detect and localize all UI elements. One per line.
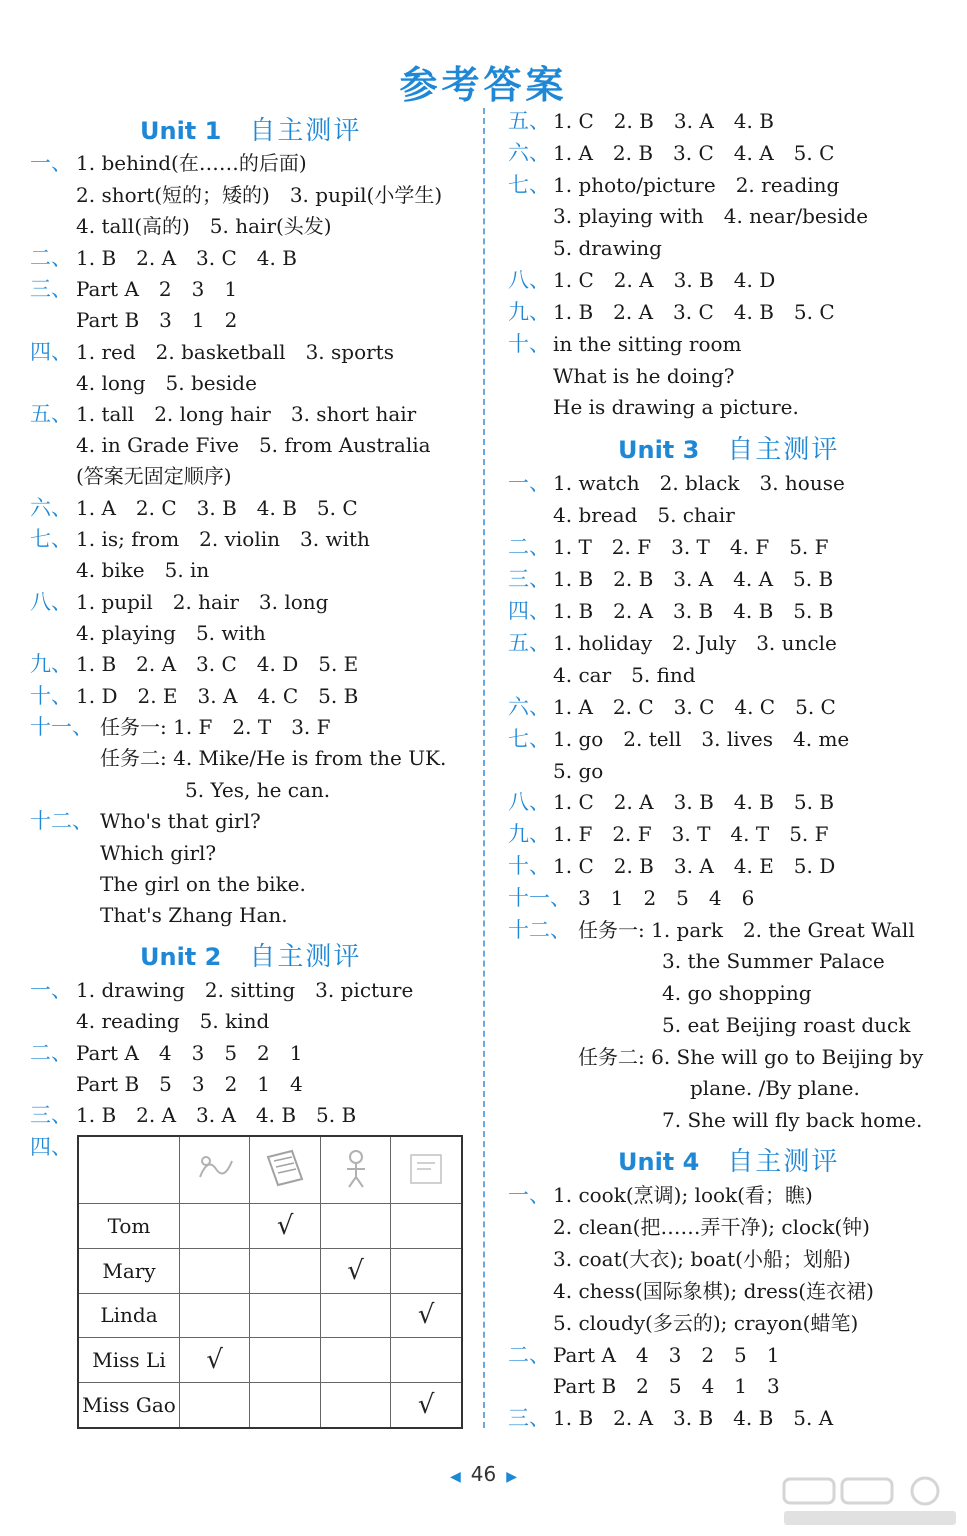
answer-line: 1. photo/picture 2. reading (553, 173, 840, 197)
figure-icon (333, 1147, 379, 1189)
table-row (78, 1338, 462, 1383)
answer-line: 4. car 5. find (553, 663, 696, 687)
table-corner-cell (78, 1136, 180, 1204)
answer-line: 7. She will fly back home. (662, 1108, 923, 1132)
answer-line: in the sitting room (553, 332, 742, 356)
question-number: 七、 (30, 527, 72, 551)
question-number: 十、 (508, 332, 550, 356)
answer-line: 3. coat(大衣); boat(小船；划船) (553, 1247, 851, 1271)
answer-line: 1. B 2. A 3. C 4. B (76, 246, 297, 270)
question-number: 三、 (508, 567, 550, 591)
answer-line: 1. B 2. A 3. A 4. B 5. B (76, 1103, 357, 1127)
question-number: 九、 (508, 300, 550, 324)
table-row (78, 1248, 462, 1293)
question-number: 五、 (508, 109, 550, 133)
unit-title: Unit 2 (140, 943, 222, 971)
table-check-cell (391, 1383, 462, 1429)
question-number: 一、 (508, 1183, 550, 1207)
book-icon (262, 1147, 308, 1189)
question-number: 七、 (508, 173, 550, 197)
answer-line: That's Zhang Han. (100, 903, 288, 927)
question-number: 三、 (30, 1103, 72, 1127)
question-number: 十二、 (30, 809, 93, 833)
answer-line: 1. T 2. F 3. T 4. F 5. F (553, 535, 829, 559)
answer-line: The girl on the bike. (100, 872, 306, 896)
answer-line: 1. C 2. A 3. B 4. D (553, 268, 776, 292)
question-number: 八、 (30, 590, 72, 614)
answer-line: Part B 2 5 4 1 3 (553, 1374, 780, 1398)
answer-line: 任务一: 1. F 2. T 3. F (100, 715, 331, 739)
table-header-cell (180, 1136, 250, 1204)
table-check-cell (180, 1383, 250, 1429)
question-number: 二、 (508, 535, 550, 559)
table-check-cell (180, 1248, 250, 1293)
check-mark-icon: √ (417, 1300, 435, 1331)
answer-line: 1. F 2. F 3. T 4. T 5. F (553, 822, 829, 846)
answer-line: 1. tall 2. long hair 3. short hair (76, 402, 417, 426)
question-number: 五、 (30, 402, 72, 426)
answer-line: 5. go (553, 759, 604, 783)
question-number: 九、 (508, 822, 550, 846)
unit-subtitle: 自主测评 (727, 1147, 840, 1177)
answer-line: 1. B 2. B 3. A 4. A 5. B (553, 567, 834, 591)
unit-heading (140, 942, 361, 972)
question-number: 八、 (508, 268, 550, 292)
answer-line: 4. bread 5. chair (553, 503, 735, 527)
table-row (78, 1383, 462, 1429)
answer-line: 1. is; from 2. violin 3. with (76, 527, 370, 551)
answer-line: 1. B 2. A 3. C 4. B 5. C (553, 300, 835, 324)
question-number: 八、 (508, 790, 550, 814)
unit-subtitle: 自主测评 (249, 942, 362, 972)
question-number: 十一、 (30, 715, 93, 739)
check-mark-icon: √ (276, 1210, 294, 1241)
answer-line: 3. playing with 4. near/beside (553, 204, 869, 228)
answer-line: 1. D 2. E 3. A 4. C 5. B (76, 684, 359, 708)
table-check-cell (320, 1338, 390, 1383)
table-check-cell (250, 1204, 320, 1249)
table-header-cell (250, 1136, 320, 1204)
question-number: 九、 (30, 652, 72, 676)
question-number: 四、 (508, 599, 550, 623)
answer-line: 1. C 2. B 3. A 4. B (553, 109, 774, 133)
unit-subtitle: 自主测评 (727, 435, 840, 465)
answer-line: 任务一: 1. park 2. the Great Wall (578, 918, 915, 942)
unit-subtitle: 自主测评 (249, 116, 362, 146)
question-number: 七、 (508, 727, 550, 751)
answer-line: Part B 3 1 2 (76, 308, 238, 332)
page-number: 46 (470, 1462, 497, 1486)
answer-line: 1. A 2. B 3. C 4. A 5. C (553, 141, 835, 165)
answer-line: 5. cloudy(多云的); crayon(蜡笔) (553, 1311, 859, 1335)
answer-line: 4. long 5. beside (76, 371, 257, 395)
answer-line: 1. B 2. A 3. C 4. D 5. E (76, 652, 359, 676)
answer-line: (答案无固定顺序) (76, 464, 232, 488)
answer-line: plane. /By plane. (690, 1076, 860, 1100)
question-number: 十、 (30, 684, 72, 708)
question-number: 六、 (30, 496, 72, 520)
question-number: 二、 (30, 1041, 72, 1065)
question-number: 五、 (508, 631, 550, 655)
table-name-cell: Tom (78, 1204, 180, 1249)
answer-line: Part A 2 3 1 (76, 277, 238, 301)
table-header-cell (391, 1136, 462, 1204)
question-number: 一、 (508, 471, 550, 495)
table-check-cell (320, 1248, 390, 1293)
answer-line: 5. eat Beijing roast duck (662, 1013, 911, 1037)
answer-line: 2. short(短的；矮的) 3. pupil(小学生) (76, 183, 443, 207)
answer-line: 1. holiday 2. July 3. uncle (553, 631, 837, 655)
table-check-cell (391, 1293, 462, 1338)
unit-heading (618, 1147, 839, 1177)
unit-title: Unit 3 (618, 436, 700, 464)
answer-line: 4. bike 5. in (76, 558, 210, 582)
question-number: 二、 (30, 246, 72, 270)
answer-line: Part B 5 3 2 1 4 (76, 1072, 303, 1096)
next-arrow-icon: ▶ (506, 1469, 517, 1485)
question-number: 四、 (30, 1135, 72, 1159)
question-number: 十二、 (508, 918, 571, 942)
check-mark-icon: √ (206, 1345, 223, 1376)
answer-line: 1. B 2. A 3. B 4. B 5. B (553, 599, 834, 623)
paper-icon (403, 1147, 449, 1189)
question-number: 三、 (508, 1406, 550, 1430)
answer-line: Part A 4 3 2 5 1 (553, 1343, 780, 1367)
answer-line: 5. Yes, he can. (185, 778, 331, 802)
question-number: 十、 (508, 854, 550, 878)
table-check-cell (320, 1204, 390, 1249)
answer-line: 1. behind(在……的后面) (76, 151, 307, 175)
unit-heading (618, 435, 839, 465)
answer-line: 1. go 2. tell 3. lives 4. me (553, 727, 850, 751)
answer-line: 1. watch 2. black 3. house (553, 471, 845, 495)
answer-line: 4. in Grade Five 5. from Australia (76, 433, 431, 457)
answer-line: 1. cook(烹调); look(看；瞧) (553, 1183, 813, 1207)
table-check-cell (320, 1293, 390, 1338)
table-name-cell: Miss Gao (78, 1383, 180, 1429)
unit-title: Unit 4 (618, 1148, 700, 1176)
table-check-cell (250, 1248, 320, 1293)
answer-line: Who's that girl? (100, 809, 261, 833)
answer-line: 2. clean(把……弄干净); clock(钟) (553, 1215, 870, 1239)
unit-heading (140, 116, 361, 146)
answer-table (77, 1135, 463, 1429)
table-check-cell (180, 1204, 250, 1249)
answer-line: Part A 4 3 5 2 1 (76, 1041, 303, 1065)
answer-line: 1. pupil 2. hair 3. long (76, 590, 329, 614)
answer-line: 1. C 2. A 3. B 4. B 5. B (553, 790, 835, 814)
answer-line: 任务二: 6. She will go to Beijing by (578, 1045, 924, 1069)
question-number: 一、 (30, 978, 72, 1002)
table-check-cell (391, 1338, 462, 1383)
table-check-cell (320, 1383, 390, 1429)
answer-line: 1. A 2. C 3. C 4. C 5. C (553, 695, 836, 719)
answer-line: 任务二: 4. Mike/He is from the UK. (100, 746, 447, 770)
answer-line: What is he doing? (553, 364, 735, 388)
question-number: 四、 (30, 340, 72, 364)
prev-arrow-icon: ◀ (449, 1469, 461, 1485)
check-mark-icon: √ (417, 1390, 435, 1420)
table-name-cell: Linda (78, 1293, 180, 1338)
column-divider (483, 108, 485, 1428)
answer-line: 1. C 2. B 3. A 4. E 5. D (553, 854, 836, 878)
answer-line: 1. B 2. A 3. B 4. B 5. A (553, 1406, 834, 1430)
question-number: 一、 (30, 151, 72, 175)
table-check-cell (391, 1204, 462, 1249)
table-row (78, 1204, 462, 1249)
answer-line: 5. drawing (553, 236, 662, 260)
answer-line: 4. playing 5. with (76, 621, 266, 645)
page-title: 参考答案 (399, 63, 568, 107)
answer-line: 4. reading 5. kind (76, 1009, 270, 1033)
question-number: 二、 (508, 1343, 550, 1367)
check-mark-icon: √ (347, 1255, 364, 1286)
answer-line: 1. red 2. basketball 3. sports (76, 340, 394, 364)
answer-line: Which girl? (100, 841, 217, 865)
table-name-cell: Miss Li (78, 1338, 180, 1383)
answer-line: 4. tall(高的) 5. hair(头发) (76, 214, 332, 238)
table-name-cell: Mary (78, 1248, 180, 1293)
table-check-cell (250, 1293, 320, 1338)
table-check-cell (180, 1293, 250, 1338)
answer-line: 3 1 2 5 4 6 (578, 886, 755, 910)
answer-line: 1. A 2. C 3. B 4. B 5. C (76, 496, 358, 520)
sketch-picture-icon (192, 1147, 238, 1189)
answer-line: 1. drawing 2. sitting 3. picture (76, 978, 414, 1002)
question-number: 六、 (508, 695, 550, 719)
table-row (78, 1293, 462, 1338)
unit-title: Unit 1 (140, 117, 222, 145)
table-check-cell (250, 1338, 320, 1383)
answer-line: 4. chess(国际象棋); dress(连衣裙) (553, 1279, 874, 1303)
table-check-cell (250, 1383, 320, 1429)
answer-line: He is drawing a picture. (553, 395, 799, 419)
question-number: 六、 (508, 141, 550, 165)
watermark-logo (780, 1475, 960, 1530)
answer-line: 4. go shopping (662, 981, 812, 1005)
answer-line: 3. the Summer Palace (662, 949, 885, 973)
table-check-cell (180, 1338, 250, 1383)
question-number: 三、 (30, 277, 72, 301)
question-number: 十一、 (508, 886, 571, 910)
table-check-cell (391, 1248, 462, 1293)
table-header-cell (320, 1136, 390, 1204)
